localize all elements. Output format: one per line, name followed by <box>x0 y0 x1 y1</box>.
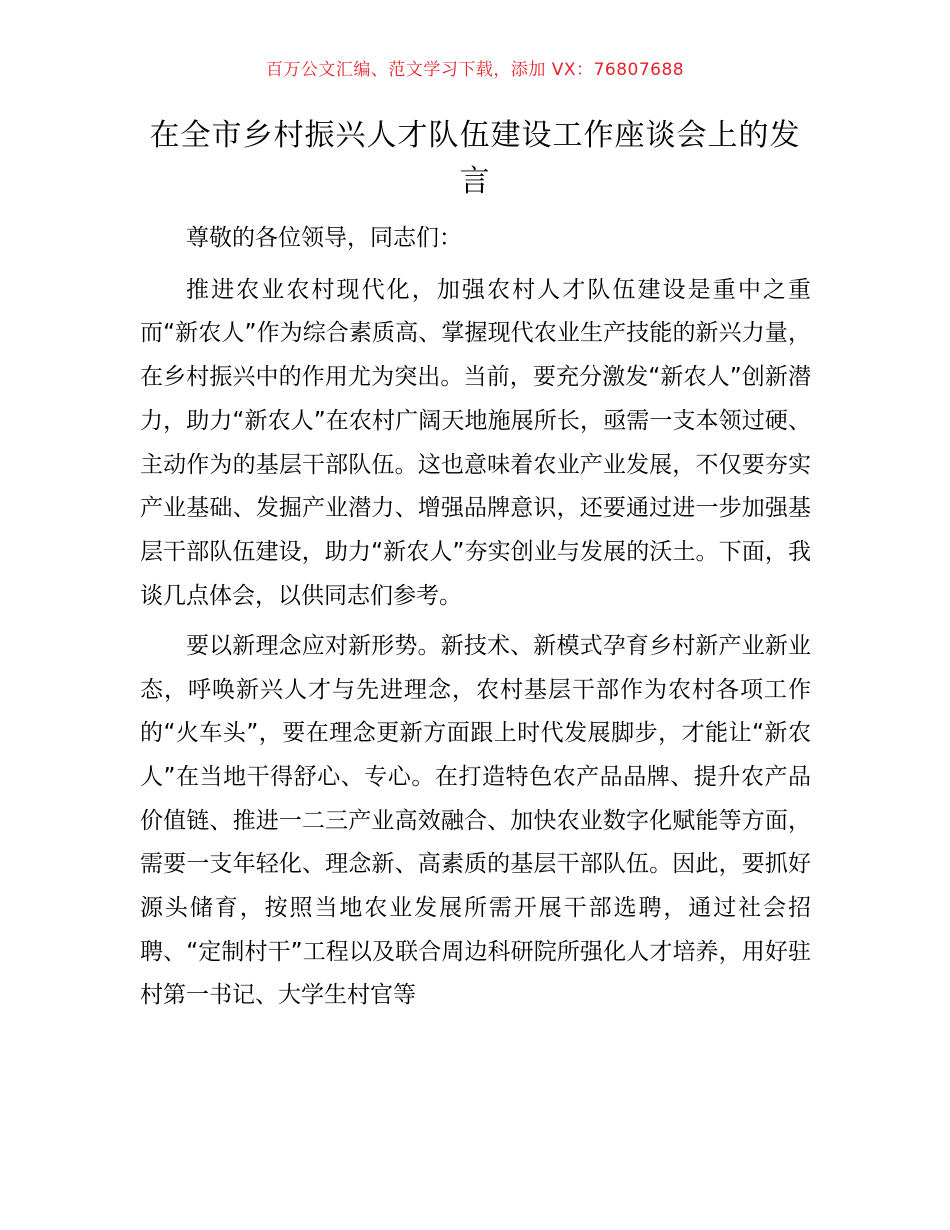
header-watermark-note: 百万公文汇编、范文学习下载，添加 VX：76807688 <box>265 60 685 80</box>
salutation: 尊敬的各位领导，同志们： <box>186 225 462 251</box>
document-title: 在全市乡村振兴人才队伍建设工作座谈会上的发言 <box>149 118 801 199</box>
body-paragraph-2: 要以新理念应对新形势。新技术、新模式孕育乡村新产业新业态，呼唤新兴人才与先进理念，农村基层干部作为农村各项工作的“火车头”，要在理念更新方面跟上时代发展脚步，才能让“新农人”在当地干得舒心、专心。在打造特色农产品品牌、提升农产品价值链、推进一二三产业高效融合、加快农业数字化赋能等方面，需要一支年轻化、理念新、高素质的基层干部队伍。因此，要抓好源头储育，按照当地农业发展所需开展干部选聘，通过社会招聘、“定制村干”工程以及联合周边科研院所强化人才培养，用好驻村第一书记、大学生村官等 <box>140 632 811 1009</box>
body-paragraph-1: 推进农业农村现代化，加强农村人才队伍建设是重中之重而“新农人”作为综合素质高、掌握现代农业生产技能的新兴力量，在乡村振兴中的作用尤为突出。当前，要充分激发“新农人”创新潜力，助力“新农人”在农村广阔天地施展所长，亟需一支本领过硬、主动作为的基层干部队伍。这也意味着农业产业发展，不仅要夯实产业基础、发掘产业潜力、增强品牌意识，还要通过进一步加强基层干部队伍建设，助力“新农人”夯实创业与发展的沃土。下面，我谈几点体会，以供同志们参考。 <box>140 276 811 609</box>
document-body <box>140 217 811 1025</box>
